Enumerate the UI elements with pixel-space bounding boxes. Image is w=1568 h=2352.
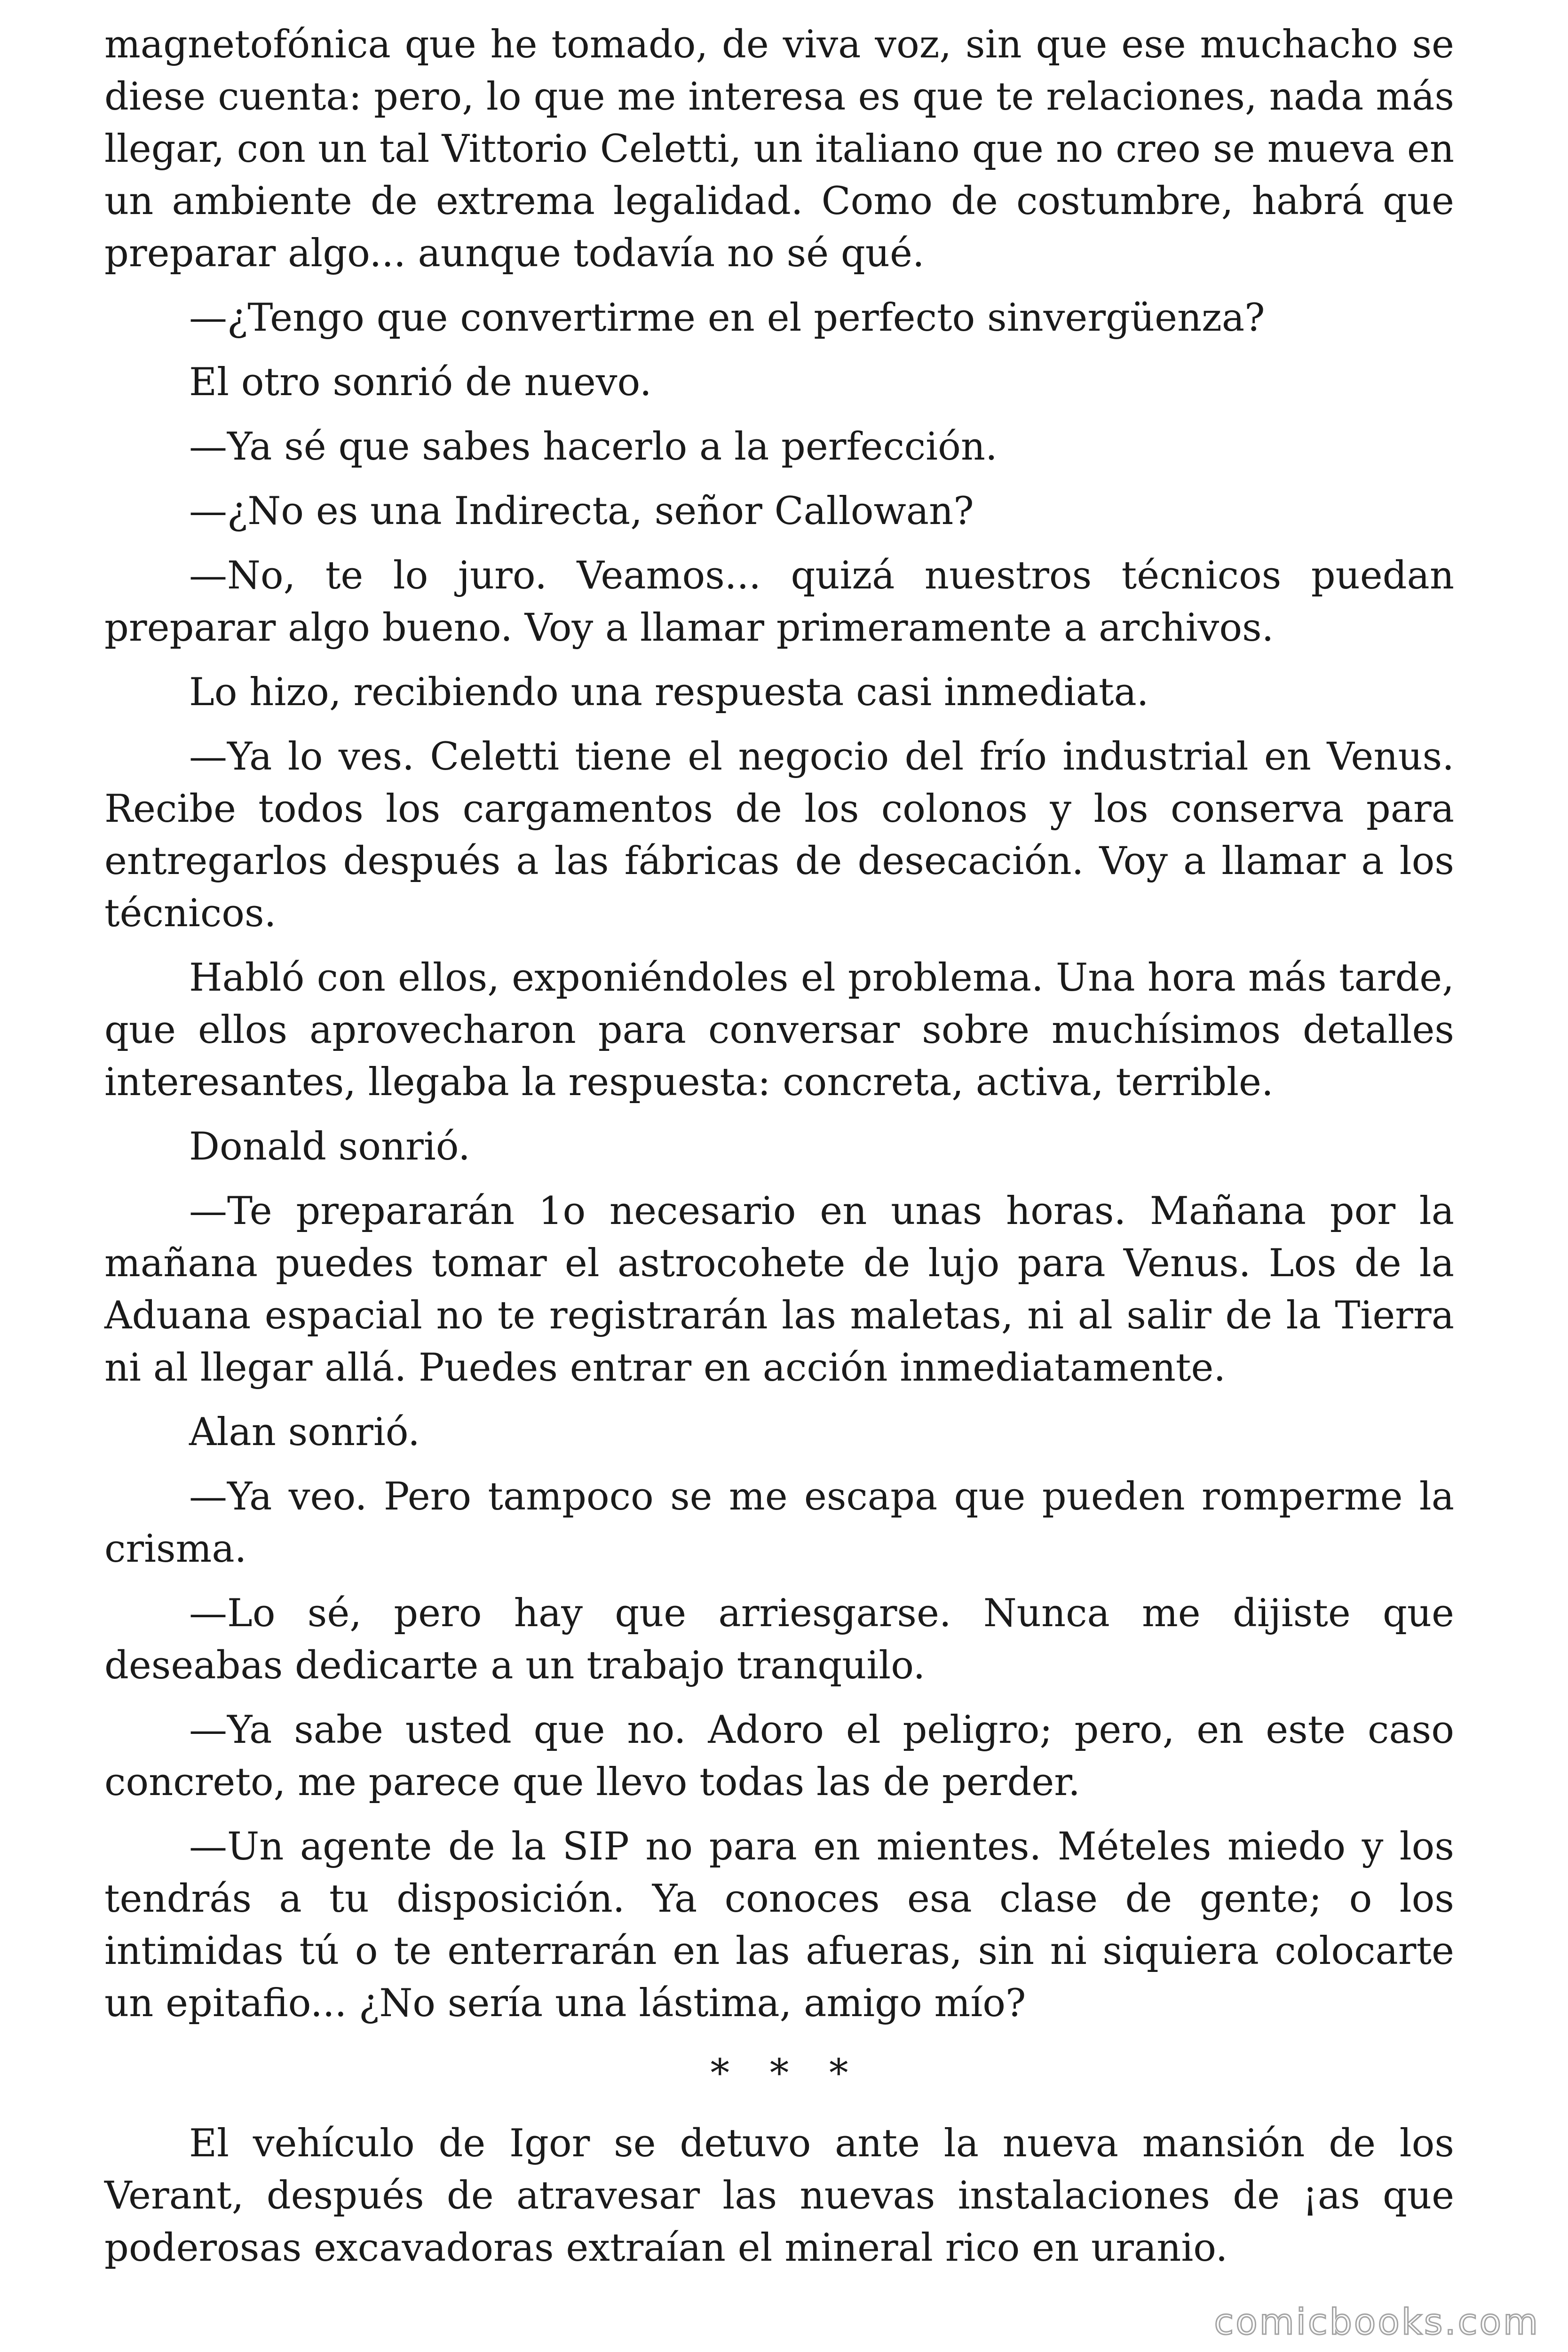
text-body-before — [104, 19, 1454, 2030]
paragraph-1: magnetofónica que he tomado, de viva voz, sin que ese muchacho se diese cuenta: pero, lo que me interesa es que te relaciones, nada más llegar, con un tal Vittorio Celetti, un italiano que no creo se mueva en un ambiente de extrema legalidad. Como de costumbre, habrá que preparar algo... aunque todavía no sé qué. — [104, 23, 1454, 276]
paragraph-3: El otro sonrió de nuevo. — [189, 360, 652, 405]
book-page — [104, 19, 1454, 2287]
paragraph-4: —Ya sé que sabes hacerlo a la perfección. — [189, 425, 998, 469]
section-separator: * * * — [710, 2051, 863, 2096]
paragraph-15: —Ya sabe usted que no. Adoro el peligro; pero, en este caso concreto, me parece que llevo todas las de perder. — [104, 1708, 1454, 1804]
paragraph-6: —No, te lo juro. Veamos... quizá nuestros técnicos puedan preparar algo bueno. Voy a llamar primeramente a archivos. — [104, 554, 1454, 650]
paragraph-8: —Ya lo ves. Celetti tiene el negocio del frío industrial en Venus. Recibe todos los cargamentos de los colonos y los conserva para entregarlos después a las fábricas de desecación. Voy a llamar a los técnicos. — [104, 735, 1454, 936]
paragraph-9: Habló con ellos, exponiéndoles el problema. Una hora más tarde, que ellos aprovecharon para conversar sobre muchísimos detalles interesantes, llegaba la respuesta: concreta, activa, terrible. — [104, 956, 1454, 1104]
paragraph-17: El vehículo de Igor se detuvo ante la nueva mansión de los Verant, después de atravesar las nuevas instalaciones de ¡as que poderosas excavadoras extraían el mineral rico en uranio. — [104, 2122, 1454, 2270]
text-body-after — [104, 2118, 1454, 2274]
paragraph-5: —¿No es una Indirecta, señor Callowan? — [189, 489, 974, 533]
paragraph-7: Lo hizo, recibiendo una respuesta casi inmediata. — [189, 670, 1149, 715]
paragraph-12: Alan sonrió. — [189, 1410, 420, 1454]
paragraph-10: Donald sonrió. — [189, 1125, 470, 1169]
paragraph-2: —¿Tengo que convertirme en el perfecto sinvergüenza? — [189, 296, 1265, 340]
paragraph-14: —Lo sé, pero hay que arriesgarse. Nunca me dijiste que deseabas dedicarte a un trabajo tranquilo. — [104, 1591, 1454, 1688]
paragraph-13: —Ya veo. Pero tampoco se me escapa que pueden romperme la crisma. — [104, 1475, 1454, 1571]
paragraph-11: —Te prepararán 1o necesario en unas horas. Mañana por la mañana puedes tomar el astrocohete de lujo para Venus. Los de la Aduana espacial no te registrarán las maletas, ni al salir de la Tierra ni al llegar allá. Puedes entrar en acción inmediatamente. — [104, 1189, 1454, 1390]
paragraph-16: —Un agente de la SIP no para en mientes. Mételes miedo y los tendrás a tu disposición. Ya conoces esa clase de gente; o los intimidas tú o te enterrarán en las afueras, sin ni siquiera colocarte un epitafio... ¿No sería una lástima, amigo mío? — [104, 1825, 1454, 2026]
watermark-logo: comicbooks.com — [1214, 2301, 1540, 2343]
